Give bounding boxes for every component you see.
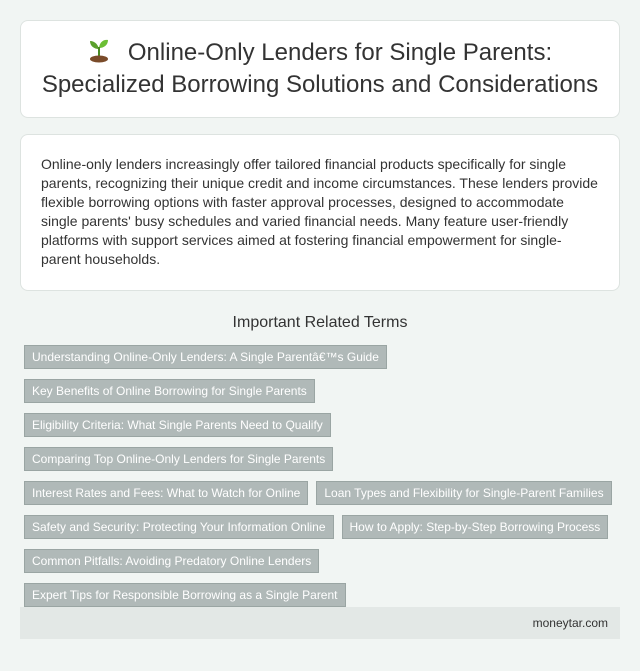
related-term[interactable]: Understanding Online-Only Lenders: A Single Parentâ€™s Guide: [24, 345, 387, 369]
related-terms-heading: Important Related Terms: [232, 314, 408, 331]
related-term[interactable]: Expert Tips for Responsible Borrowing as a Single Parent: [24, 583, 346, 607]
footer: [20, 607, 620, 639]
related-term[interactable]: Key Benefits of Online Borrowing for Single Parents: [24, 379, 315, 403]
related-term[interactable]: Comparing Top Online-Only Lenders for Single Parents: [24, 447, 333, 471]
title-text: Online-Only Lenders for Single Parents: Specialized Borrowing Solutions and Considerations: [41, 39, 599, 98]
related-term[interactable]: Eligibility Criteria: What Single Parents Need to Qualify: [24, 413, 331, 437]
description-card: [20, 134, 620, 291]
related-term[interactable]: Loan Types and Flexibility for Single-Parent Families: [316, 481, 611, 505]
sprout-icon: [88, 37, 110, 63]
related-terms-list: [24, 345, 620, 607]
related-term[interactable]: Interest Rates and Fees: What to Watch for Online: [24, 481, 308, 505]
page-title: [35, 37, 605, 101]
related-term[interactable]: Safety and Security: Protecting Your Information Online: [24, 515, 334, 539]
related-term[interactable]: How to Apply: Step-by-Step Borrowing Process: [342, 515, 609, 539]
description-text: Online-only lenders increasingly offer tailored financial products specifically for single parents, recognizing their unique credit and income circumstances. These lenders provide flexible borrowing options with faster approval processes, designed to accommodate single parents' busy schedules and varied financial needs. Many feature user-friendly platforms with support services aimed at fostering financial empowerment for single-parent households.: [41, 156, 598, 267]
footer-site-link[interactable]: moneytar.com: [532, 616, 608, 630]
title-card: [20, 20, 620, 118]
related-term[interactable]: Common Pitfalls: Avoiding Predatory Online Lenders: [24, 549, 319, 573]
